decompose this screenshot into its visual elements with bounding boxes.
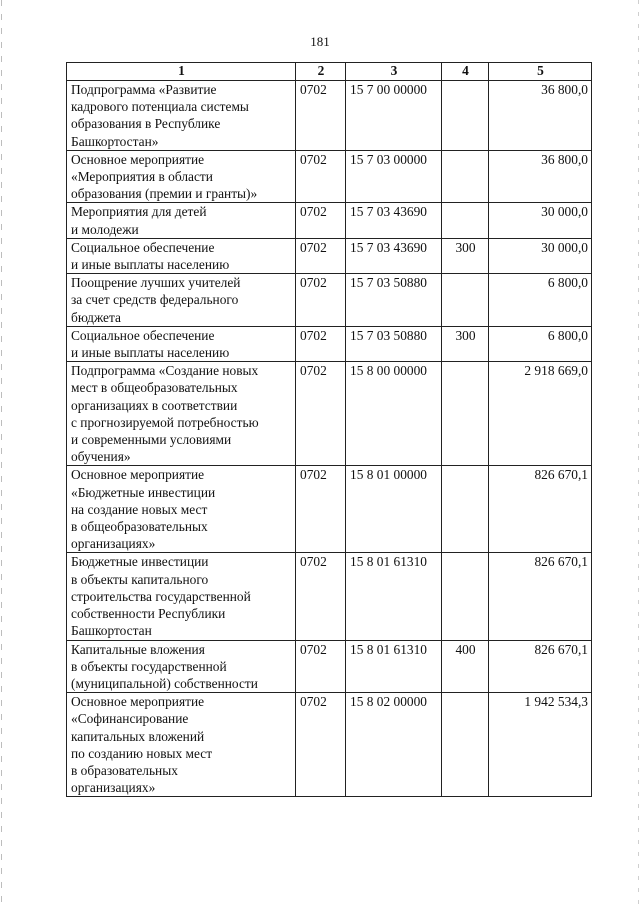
row-name: Капитальные вложения в объекты государственной (муниципальной) собственности xyxy=(67,640,296,693)
row-target-code: 15 8 01 61310 xyxy=(346,640,442,693)
table-row xyxy=(67,693,592,797)
row-name: Социальное обеспечение и иные выплаты населению xyxy=(67,238,296,273)
row-name: Бюджетные инвестиции в объекты капитального строительства государственной собственности Республики Башкортостан xyxy=(67,553,296,640)
row-section: 0702 xyxy=(296,238,346,273)
scan-edge-left xyxy=(1,0,2,905)
row-amount: 30 000,0 xyxy=(489,238,592,273)
row-target-code: 15 7 03 00000 xyxy=(346,150,442,203)
row-section: 0702 xyxy=(296,553,346,640)
row-target-code: 15 8 01 00000 xyxy=(346,466,442,553)
row-name: Мероприятия для детей и молодежи xyxy=(67,203,296,238)
table-row xyxy=(67,553,592,640)
table-row xyxy=(67,640,592,693)
row-target-code: 15 8 01 61310 xyxy=(346,553,442,640)
row-amount: 1 942 534,3 xyxy=(489,693,592,797)
row-name: Подпрограмма «Создание новых мест в общеобразовательных организациях в соответствии с прогнозируемой потребностью и современными условиями обучения» xyxy=(67,362,296,466)
row-target-code: 15 7 03 50880 xyxy=(346,326,442,361)
row-section: 0702 xyxy=(296,150,346,203)
row-expense-type xyxy=(442,150,489,203)
row-expense-type xyxy=(442,81,489,151)
row-target-code: 15 7 03 43690 xyxy=(346,203,442,238)
column-header-3: 3 xyxy=(346,63,442,81)
row-expense-type: 400 xyxy=(442,640,489,693)
row-expense-type xyxy=(442,274,489,327)
row-name: Поощрение лучших учителей за счет средств федерального бюджета xyxy=(67,274,296,327)
row-name: Основное мероприятие «Мероприятия в области образования (премии и гранты)» xyxy=(67,150,296,203)
table-row xyxy=(67,203,592,238)
row-name: Социальное обеспечение и иные выплаты населению xyxy=(67,326,296,361)
row-section: 0702 xyxy=(296,203,346,238)
table-row xyxy=(67,466,592,553)
budget-table xyxy=(66,62,592,797)
row-expense-type xyxy=(442,203,489,238)
row-name: Основное мероприятие «Софинансирование капитальных вложений по созданию новых мест в образовательных организациях» xyxy=(67,693,296,797)
column-header-5: 5 xyxy=(489,63,592,81)
row-expense-type xyxy=(442,466,489,553)
row-target-code: 15 7 03 43690 xyxy=(346,238,442,273)
table-row xyxy=(67,238,592,273)
row-section: 0702 xyxy=(296,81,346,151)
row-expense-type xyxy=(442,553,489,640)
table-header-row xyxy=(67,63,592,81)
row-target-code: 15 7 03 50880 xyxy=(346,274,442,327)
column-header-4: 4 xyxy=(442,63,489,81)
row-amount: 36 800,0 xyxy=(489,150,592,203)
row-name: Основное мероприятие «Бюджетные инвестиции на создание новых мест в общеобразовательных организациях» xyxy=(67,466,296,553)
row-expense-type xyxy=(442,362,489,466)
row-section: 0702 xyxy=(296,640,346,693)
row-amount: 826 670,1 xyxy=(489,640,592,693)
row-expense-type: 300 xyxy=(442,326,489,361)
row-amount: 826 670,1 xyxy=(489,466,592,553)
row-expense-type: 300 xyxy=(442,238,489,273)
row-section: 0702 xyxy=(296,693,346,797)
scan-edge-right xyxy=(638,0,639,905)
table-row xyxy=(67,326,592,361)
row-amount: 36 800,0 xyxy=(489,81,592,151)
row-amount: 2 918 669,0 xyxy=(489,362,592,466)
row-target-code: 15 8 00 00000 xyxy=(346,362,442,466)
table-row xyxy=(67,362,592,466)
row-section: 0702 xyxy=(296,326,346,361)
row-amount: 826 670,1 xyxy=(489,553,592,640)
table-row xyxy=(67,274,592,327)
table-row xyxy=(67,150,592,203)
column-header-1: 1 xyxy=(67,63,296,81)
row-section: 0702 xyxy=(296,362,346,466)
column-header-2: 2 xyxy=(296,63,346,81)
row-amount: 6 800,0 xyxy=(489,326,592,361)
row-name: Подпрограмма «Развитие кадрового потенциала системы образования в Республике Башкортостан» xyxy=(67,81,296,151)
row-amount: 6 800,0 xyxy=(489,274,592,327)
row-target-code: 15 7 00 00000 xyxy=(346,81,442,151)
table-row xyxy=(67,81,592,151)
row-expense-type xyxy=(442,693,489,797)
page-number: 181 xyxy=(310,34,330,49)
row-amount: 30 000,0 xyxy=(489,203,592,238)
row-section: 0702 xyxy=(296,466,346,553)
row-target-code: 15 8 02 00000 xyxy=(346,693,442,797)
row-section: 0702 xyxy=(296,274,346,327)
